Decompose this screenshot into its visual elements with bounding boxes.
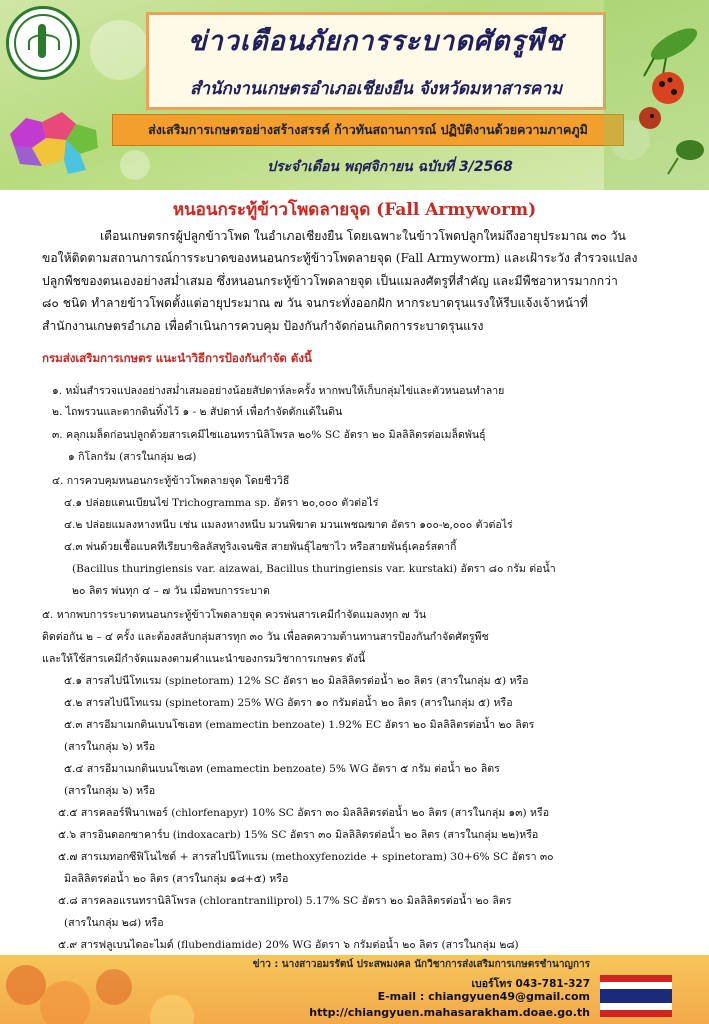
issue-number: ประจำเดือน พฤศจิกายน ฉบับที่ 3/2568 (267, 159, 513, 175)
advice-line: ๔. การควบคุมหนอนกระทู้ข้าวโพดลายจุด โดยชีววิธี (52, 475, 290, 487)
advice-line: ๕.๗ สารเมทอกซีฟิโนไซด์ + สารสไปนีโทแรม (methoxyfenozide + spinetoram) 30+6% SC อัตรา ๓๐ (58, 851, 554, 863)
intro-line: ขอให้ติดตามสถานการณ์การระบาดของหนอนกระทู้ข้าวโพดลายจุด (Fall Armyworm) และเฝ้าระวัง สำรวจแปลง (42, 251, 638, 266)
advice-line: ๕. หากพบการระบาดหนอนกระทู้ข้าวโพดลายจุด ควรพ่นสารเคมีกำจัดแมลงทุก ๗ วัน (42, 609, 427, 621)
intro-line: ปลูกพืชของตนเองอย่างสม่ำเสมอ ซึ่งหนอนกระทู้ข้าวโพดลายจุด เป็นแมลงศัตรูที่สำคัญ และมีพืชอาหารมากกว่า (42, 273, 618, 288)
advice-line: ๔.๒ ปล่อยแมลงหางหนีบ เช่น แมลงหางหนีบ มวนพิฆาต มวนเพชฌฆาต อัตรา ๑๐๐-๒,๐๐๐ ตัวต่อไร่ (64, 519, 513, 531)
advice-heading: กรมส่งเสริมการเกษตร แนะนำวิธีการป้องกันกำจัด ดังนี้ (42, 351, 312, 365)
advice-line: ๕.๔ สารอีมาเมกตินเบนโซเอท (emamectin benzoate) 5% WG อัตรา ๕ กรัม ต่อน้ำ ๒๐ ลิตร (64, 763, 500, 775)
advice-line: (สารในกลุ่ม ๖) หรือ (64, 741, 156, 753)
contact-email: E-mail : chiangyuen49@gmail.com (377, 990, 590, 1003)
page-title: ข่าวเตือนภัยการระบาดศัตรูพืช (188, 26, 564, 57)
advice-line: ๕.๒ สารสไปนีโทแรม (spinetoram) 25% WG อัตรา ๑๐ กรัมต่อน้ำ ๒๐ ลิตร (สารในกลุ่ม ๕) หรือ (64, 697, 513, 709)
slogan-banner: ส่งเสริมการเกษตรอย่างสร้างสรรค์ ก้าวทันสถานการณ์ ปฏิบัติงานด้วยความภาคภูมิ (112, 114, 624, 146)
advice-line: ติดต่อกัน ๒ – ๔ ครั้ง และต้องสลับกลุ่มสารทุก ๓๐ วัน เพื่อลดความต้านทานสารป้องกันกำจัดศัตรูพืช (42, 631, 489, 643)
advice-line: (สารในกลุ่ม ๒๘) หรือ (64, 917, 164, 929)
advice-line: ๒. ไถพรวนและตากดินทิ้งไว้ ๑ - ๒ สัปดาห์ เพื่อกำจัดดักแด้ในดิน (52, 406, 343, 418)
advice-line: และให้ใช้สารเคมีกำจัดแมลงตามคำแนะนำของกรมวิชาการเกษตร ดังนี้ (42, 653, 366, 665)
district-map-icon (6, 104, 102, 176)
header (0, 0, 709, 190)
office-subtitle: สำนักงานเกษตรอำเภอเชียงยืน จังหวัดมหาสารคาม (189, 79, 563, 99)
footer (0, 955, 709, 1024)
intro-line: ๘๐ ชนิด ทำลายข้าวโพดตั้งแต่อายุประมาณ ๗ วัน จนกระทั่งออกฝัก หากระบาดรุนแรงให้รีบแจ้งเจ้าหน้าที่ (42, 296, 588, 311)
advice-line: ๓. คลุกเมล็ดก่อนปลูกด้วยสารเคมีไซแอนทรานิลิโพรล ๒๐% SC อัตรา ๒๐ มิลลิลิตรต่อเมล็ดพันธุ์ (52, 429, 486, 441)
document-title: หนอนกระทู้ข้าวโพดลายจุด (Fall Armyworm) (172, 200, 537, 220)
advice-line: ๕.๓ สารอีมาเมกตินเบนโซเอท (emamectin benzoate) 1.92% EC อัตรา ๒๐ มิลลิลิตรต่อน้ำ ๒๐ ลิตร (64, 719, 535, 731)
insect-photo-icon (604, 0, 709, 190)
advice-line: ๔.๑ ปล่อยแตนเบียนไข่ Trichogramma sp. อัตรา ๒๐,๐๐๐ ตัวต่อไร่ (64, 497, 379, 509)
thai-flag-icon (600, 975, 672, 1017)
advice-line: (สารในกลุ่ม ๖) หรือ (64, 785, 156, 797)
advice-line: ๒๐ ลิตร พ่นทุก ๔ – ๗ วัน เมื่อพบการระบาด (72, 585, 270, 597)
advice-line: ๕.๖ สารอินดอกซาคาร์บ (indoxacarb) 15% SC อัตรา ๓๐ มิลลิลิตรต่อน้ำ ๒๐ ลิตร (สารในกลุ่ม ๒๒)หรือ (58, 829, 539, 841)
advice-line: ๑. หมั่นสำรวจแปลงอย่างสม่ำเสมออย่างน้อยสัปดาห์ละครั้ง หากพบให้เก็บกลุ่มไข่และตัวหนอนทำลาย (52, 385, 505, 397)
advice-line: มิลลิลิตรต่อน้ำ ๒๐ ลิตร (สารในกลุ่ม ๑๘+๕) หรือ (64, 873, 289, 885)
advice-line: ๑ กิโลกรัม (สารในกลุ่ม ๒๘) (68, 451, 197, 463)
intro-paragraph (42, 225, 682, 337)
contact-phone: เบอร์โทร 043-781-327 (471, 978, 590, 990)
advice-line: ๕.๕ สารคลอร์ฟีนาเพอร์ (chlorfenapyr) 10% SC อัตรา ๓๐ มิลลิลิตรต่อน้ำ ๒๐ ลิตร (สารในกลุ่ม ๑๓) หรือ (58, 807, 550, 819)
department-logo-icon (6, 6, 80, 80)
intro-line: เตือนเกษตรกรผู้ปลูกข้าวโพด ในอำเภอเชียงยืน โดยเฉพาะในข้าวโพดปลูกใหม่ถึงอายุประมาณ ๓๐ วัน (100, 229, 626, 243)
title-box (146, 12, 606, 110)
advice-line: ๕.๑ สารสไปนีโทแรม (spinetoram) 12% SC อัตรา ๒๐ มิลลิลิตรต่อน้ำ ๒๐ ลิตร (สารในกลุ่ม ๕) หรือ (64, 675, 529, 687)
advice-line: ๔.๓ พ่นด้วยเชื้อแบคทีเรียบาซิลลัสทูริงเจนซิส สายพันธุ์ไอซาไว หรือสายพันธุ์เคอร์สตากี้ (64, 541, 457, 553)
advice-line: (Bacillus thuringiensis var. aizawai, Bacillus thuringiensis var. kurstaki) อัตรา ๘๐ กรัม ต่อน้ำ (72, 563, 556, 575)
website-url: http://chiangyuen.mahasarakham.doae.go.th (309, 1006, 590, 1019)
advice-line: ๕.๙ สารฟลูเบนไดอะไมด์ (flubendiamide) 20% WG อัตรา ๖ กรัมต่อน้ำ ๒๐ ลิตร (สารในกลุ่ม ๒๘) (58, 939, 519, 951)
intro-line: สำนักงานเกษตรอำเภอ เพื่อดำเนินการควบคุม ป้องกันกำจัดก่อนเกิดการระบาดรุนแรง (42, 318, 484, 333)
advice-line: ๕.๘ สารคลอแรนทรานิลิโพรล (chlorantraniliprol) 5.17% SC อัตรา ๒๐ มิลลิลิตรต่อน้ำ ๒๐ ลิตร (58, 895, 512, 907)
news-credit: ข่าว : นางสาวอมรรัตน์ ประสพมงคล นักวิชาการส่งเสริมการเกษตรชำนาญการ (252, 959, 590, 970)
